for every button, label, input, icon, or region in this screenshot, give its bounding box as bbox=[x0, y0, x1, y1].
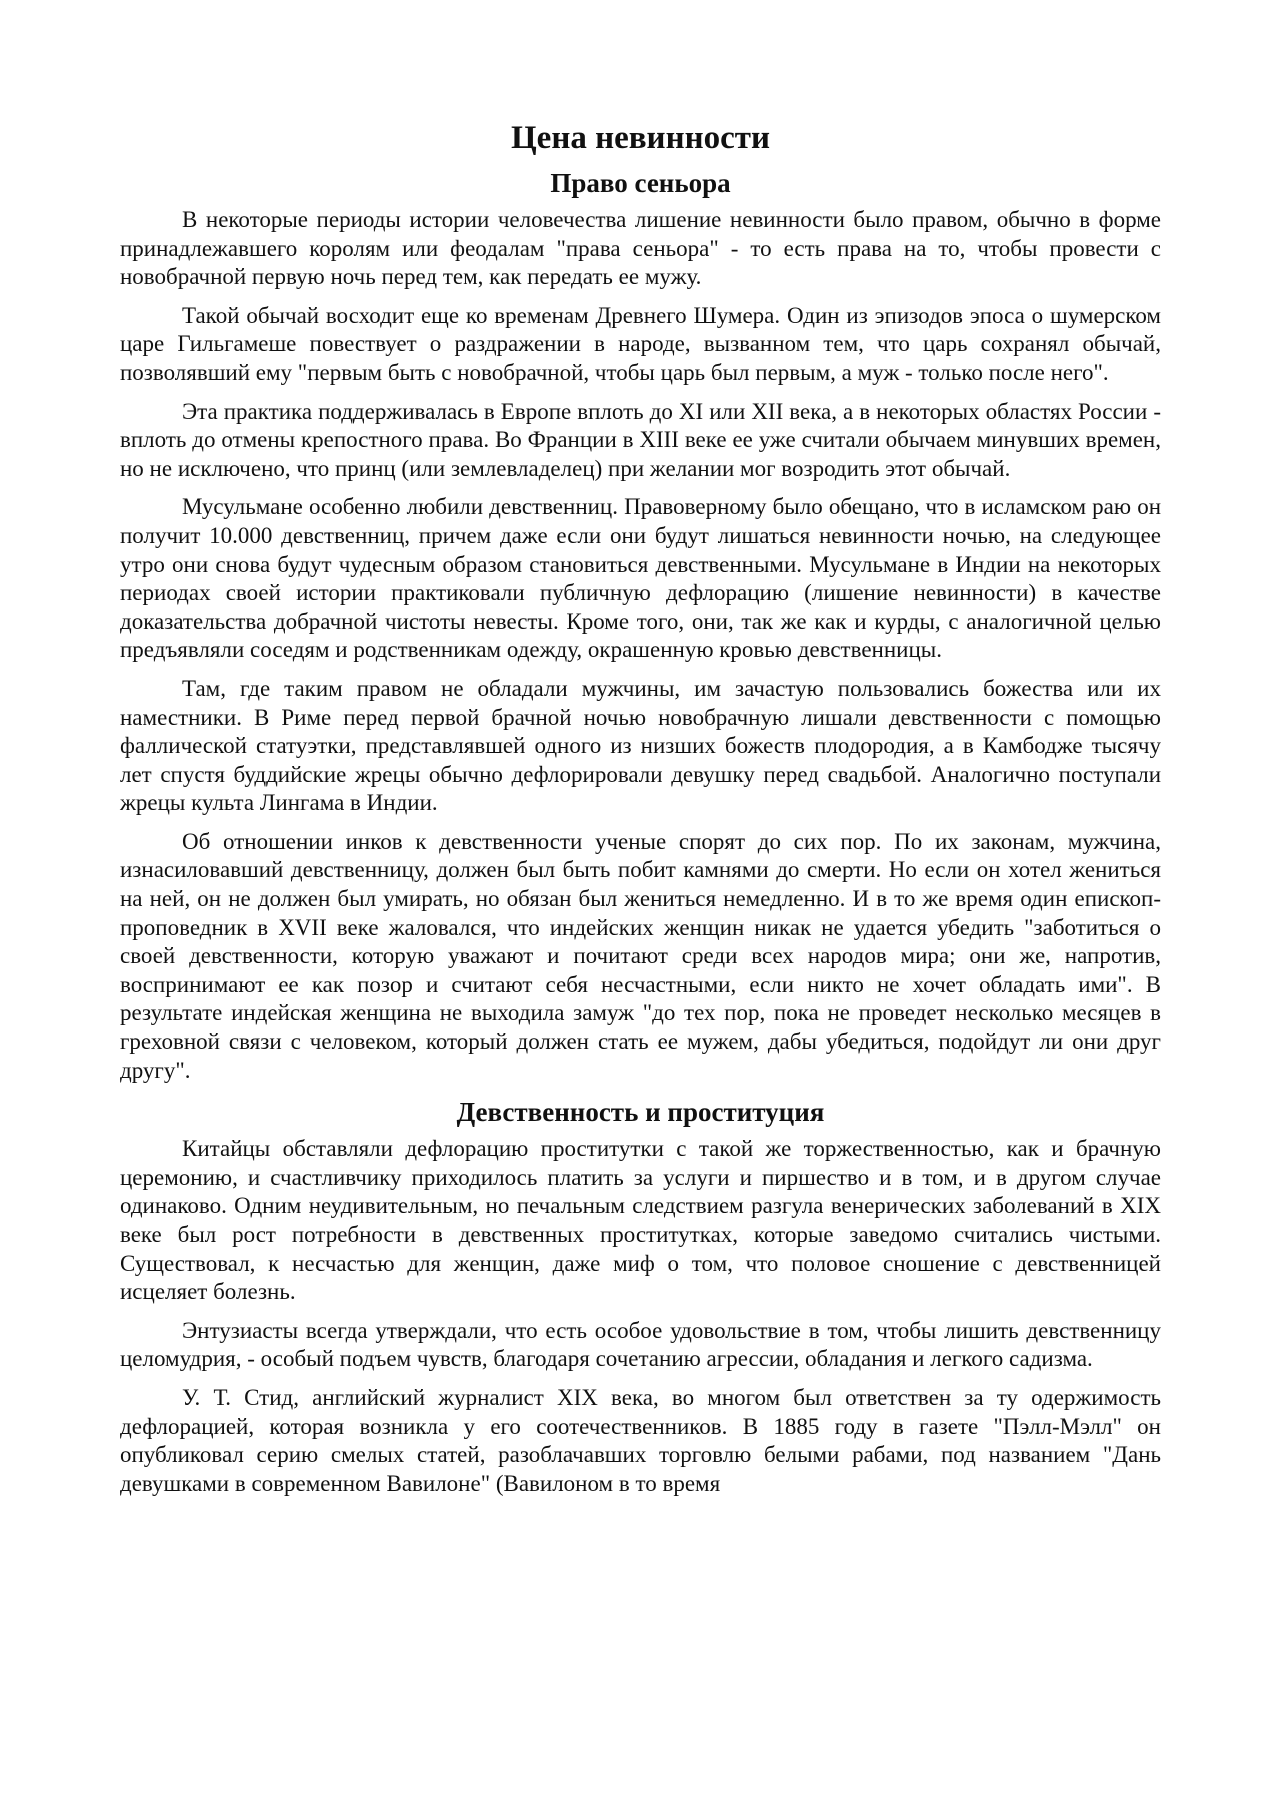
paragraph: Мусульмане особенно любили девственниц. Правоверному было обещано, что в исламском раю он получит 10.000 девственниц, причем даже если они будут лишаться невинности ночью, на следующее утро они снова будут чудесным образом становиться девственными. Мусульмане в Индии на некоторых периодах своей истории практиковали публичную дефлорацию (лишение невинности) в качестве доказательства добрачной чистоты невесты. Кроме того, они, так же как и курды, с аналогичной целью предъявляли соседям и родственникам одежду, окрашенную кровью девственницы. bbox=[120, 494, 1161, 663]
document-page bbox=[120, 118, 1161, 1498]
paragraph: Энтузиасты всегда утверждали, что есть особое удовольствие в том, чтобы лишить девственницу целомудрия, - особый подъем чувств, благодаря сочетанию агрессии, обладания и легкого садизма. bbox=[120, 1317, 1161, 1372]
paragraph: Такой обычай восходит еще ко временам Древнего Шумера. Один из эпизодов эпоса о шумерском царе Гильгамеше повествует о раздражении в народе, вызванном тем, что царь сохранял обычай, позволявший ему "первым быть с новобрачной, чтобы царь был первым, а муж - только после него". bbox=[120, 302, 1161, 385]
paragraph: У. Т. Стид, английский журналист XIX века, во многом был ответствен за ту одержимость дефлорацией, которая возникла у его соотечественников. В 1885 году в газете "Пэлл-Мэлл" он опубликовал серию смелых статей, разоблачавших торговлю белыми рабами, под названием "Дань девушками в современном Вавилоне" (Вавилоном в то время bbox=[120, 1384, 1161, 1496]
paragraph: В некоторые периоды истории человечества лишение невинности было правом, обычно в форме принадлежавшего королям или феодалам "права сеньора" - то есть права на то, чтобы провести с новобрачной первую ночь перед тем, как передать ее мужу. bbox=[120, 207, 1161, 290]
paragraph: Китайцы обставляли дефлорацию проститутки с такой же торжественностью, как и брачную церемонию, и счастливчику приходилось платить за услуги и пиршество и в том, и в другом случае одинаково. Одним неудивительным, но печальным следствием разгула венерических заболеваний в XIX веке был рост потребности в девственных проститутках, которые заведомо считались чистыми. Существовал, к несчастью для женщин, даже миф о том, что половое сношение с девственницей исцеляет болезнь. bbox=[120, 1136, 1161, 1305]
paragraph: Там, где таким правом не обладали мужчины, им зачастую пользовались божества или их наместники. В Риме перед первой брачной ночью новобрачную лишали девственности с помощью фаллической статуэтки, представлявшей одного из низших божеств плодородия, а в Камбодже тысячу лет спустя буддийские жрецы обычно дефлорировали девушку перед свадьбой. Аналогично поступали жрецы культа Лингама в Индии. bbox=[120, 675, 1161, 816]
section-heading-virginity-and-prostitution: Девственность и проституция bbox=[456, 1097, 825, 1128]
paragraph: Об отношении инков к девственности ученые спорят до сих пор. По их законам, мужчина, изнасиловавший девственницу, должен был быть побит камнями до смерти. Но если он хотел жениться на ней, он не должен был умирать, но обязан был жениться немедленно. И в то же время один епископ-проповедник в XVII веке жаловался, что индейских женщин никак не удается убедить "заботиться о своей девственности, которую уважают и почитают среди всех народов мира; они же, напротив, воспринимают ее как позор и считают себя несчастными, если никто не хочет обладать ими". В результате индейская женщина не выходила замуж "до тех пор, пока не проведет несколько месяцев в греховной связи с человеком, который должен стать ее мужем, дабы убедиться, подойдут ли они друг другу". bbox=[120, 828, 1161, 1083]
document-title: Цена невинности bbox=[511, 120, 770, 156]
section-heading-droit-du-seigneur: Право сеньора bbox=[550, 168, 731, 198]
paragraph: Эта практика поддерживалась в Европе вплоть до XI или XII века, а в некоторых областях России - вплоть до отмены крепостного права. Во Франции в XIII веке ее уже считали обычаем минувших времен, но не исключено, что принц (или землевладелец) при желании мог возродить этот обычай. bbox=[120, 398, 1161, 481]
